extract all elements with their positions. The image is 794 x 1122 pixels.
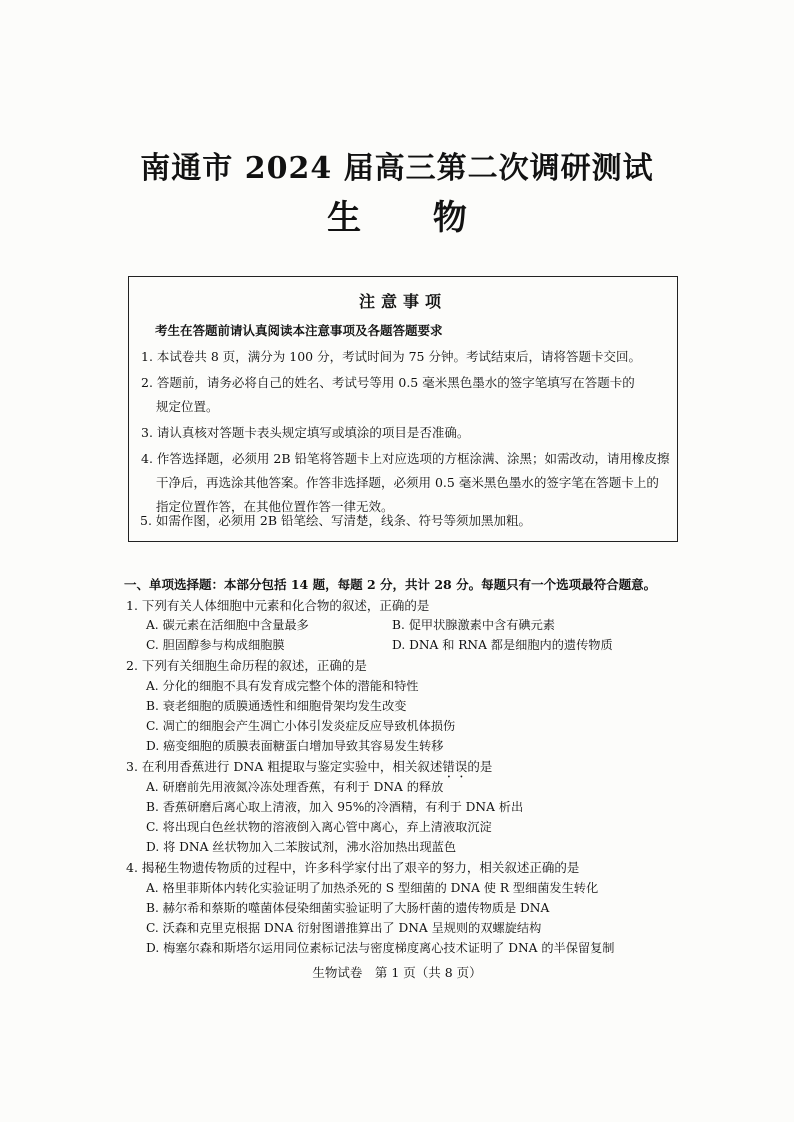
notice-line: 规定位置。 [156,399,219,414]
notice-line: 4. 作答选择题，必须用 2B 铅笔将答题卡上对应选项的方框涂满、涂黑；如需改动，请用橡皮擦 [141,451,670,466]
option-c: C. 沃森和克里克根据 DNA 衍射图谱推算出了 DNA 呈规则的双螺旋结构 [146,921,542,935]
option-b: B. 香蕉研磨后离心取上清液，加入 95%的冷酒精，有利于 DNA 析出 [146,800,524,814]
option-d: D. DNA 和 RNA 都是细胞内的遗传物质 [392,638,613,652]
stem-text: 3. 在利用香蕉进行 DNA 粗提取与鉴定实验中，相关叙述 [126,759,443,774]
stem-text: 的是 [467,759,493,774]
subject-title: 生 物 [327,198,467,238]
option-c: C. 胆固醇参与构成细胞膜 [146,638,285,652]
section-heading: 一、单项选择题：本部分包括 14 题，每题 2 分，共计 28 分。每题只有一个选项最符合题意。 [124,577,657,592]
notice-line: 5. 如需作图，必须用 2B 铅笔绘、写清楚，线条、符号等须加黑加粗。 [140,513,531,528]
notice-line: 1. 本试卷共 8 页，满分为 100 分，考试时间为 75 分钟。考试结束后，请将答题卡交回。 [141,349,641,364]
page-footer: 生物试卷 第 1 页（共 8 页） [312,965,482,980]
option-a: A. 格里菲斯体内转化实验证明了加热杀死的 S 型细菌的 DNA 使 R 型细菌发生转化 [146,881,599,895]
option-b: B. 促甲状腺激素中含有碘元素 [392,618,555,632]
option-b: B. 赫尔希和蔡斯的噬菌体侵染细菌实验证明了大肠杆菌的遗传物质是 DNA [146,901,550,915]
option-a: A. 分化的细胞不具有发育成完整个体的潜能和特性 [146,679,419,693]
notice-line: 3. 请认真核对答题卡表头规定填写或填涂的项目是否准确。 [141,425,470,440]
emphasized-word: 错误 [442,759,468,774]
notice-line: 干净后，再选涂其他答案。作答非选择题，必须用 0.5 毫米黑色墨水的签字笔在答题卡上的 [156,475,659,490]
question-stem: 2. 下列有关细胞生命历程的叙述，正确的是 [126,658,367,673]
option-a: A. 研磨前先用液氮冷冻处理香蕉，有利于 DNA 的释放 [146,780,444,794]
option-a: A. 碳元素在活细胞中含量最多 [146,618,309,632]
option-c: C. 凋亡的细胞会产生凋亡小体引发炎症反应导致机体损伤 [146,719,456,733]
question-stem: 1. 下列有关人体细胞中元素和化合物的叙述，正确的是 [126,598,430,613]
notice-intro: 考生在答题前请认真阅读本注意事项及各题答题要求 [155,323,443,338]
option-d: D. 将 DNA 丝状物加入二苯胺试剂，沸水浴加热出现蓝色 [146,840,457,854]
notice-line: 2. 答题前，请务必将自己的姓名、考试号等用 0.5 毫米黑色墨水的签字笔填写在答题卡的 [141,375,635,390]
notice-title: 注意事项 [358,292,447,311]
exam-title: 南通市 2024 届高三第二次调研测试 [140,151,654,186]
option-c: C. 将出现白色丝状物的溶液倒入离心管中离心，弃上清液取沉淀 [146,820,492,834]
option-b: B. 衰老细胞的质膜通透性和细胞骨架均发生改变 [146,699,407,713]
option-d: D. 梅塞尔森和斯塔尔运用同位素标记法与密度梯度离心技术证明了 DNA 的半保留复制 [146,941,615,955]
question-stem: 4. 揭秘生物遗传物质的过程中，许多科学家付出了艰辛的努力，相关叙述正确的是 [126,860,580,875]
notice-line: 指定位置作答，在其他位置作答一律无效。 [156,499,394,514]
option-d: D. 癌变细胞的质膜表面糖蛋白增加导致其容易发生转移 [146,739,444,753]
notice-box [128,276,678,542]
